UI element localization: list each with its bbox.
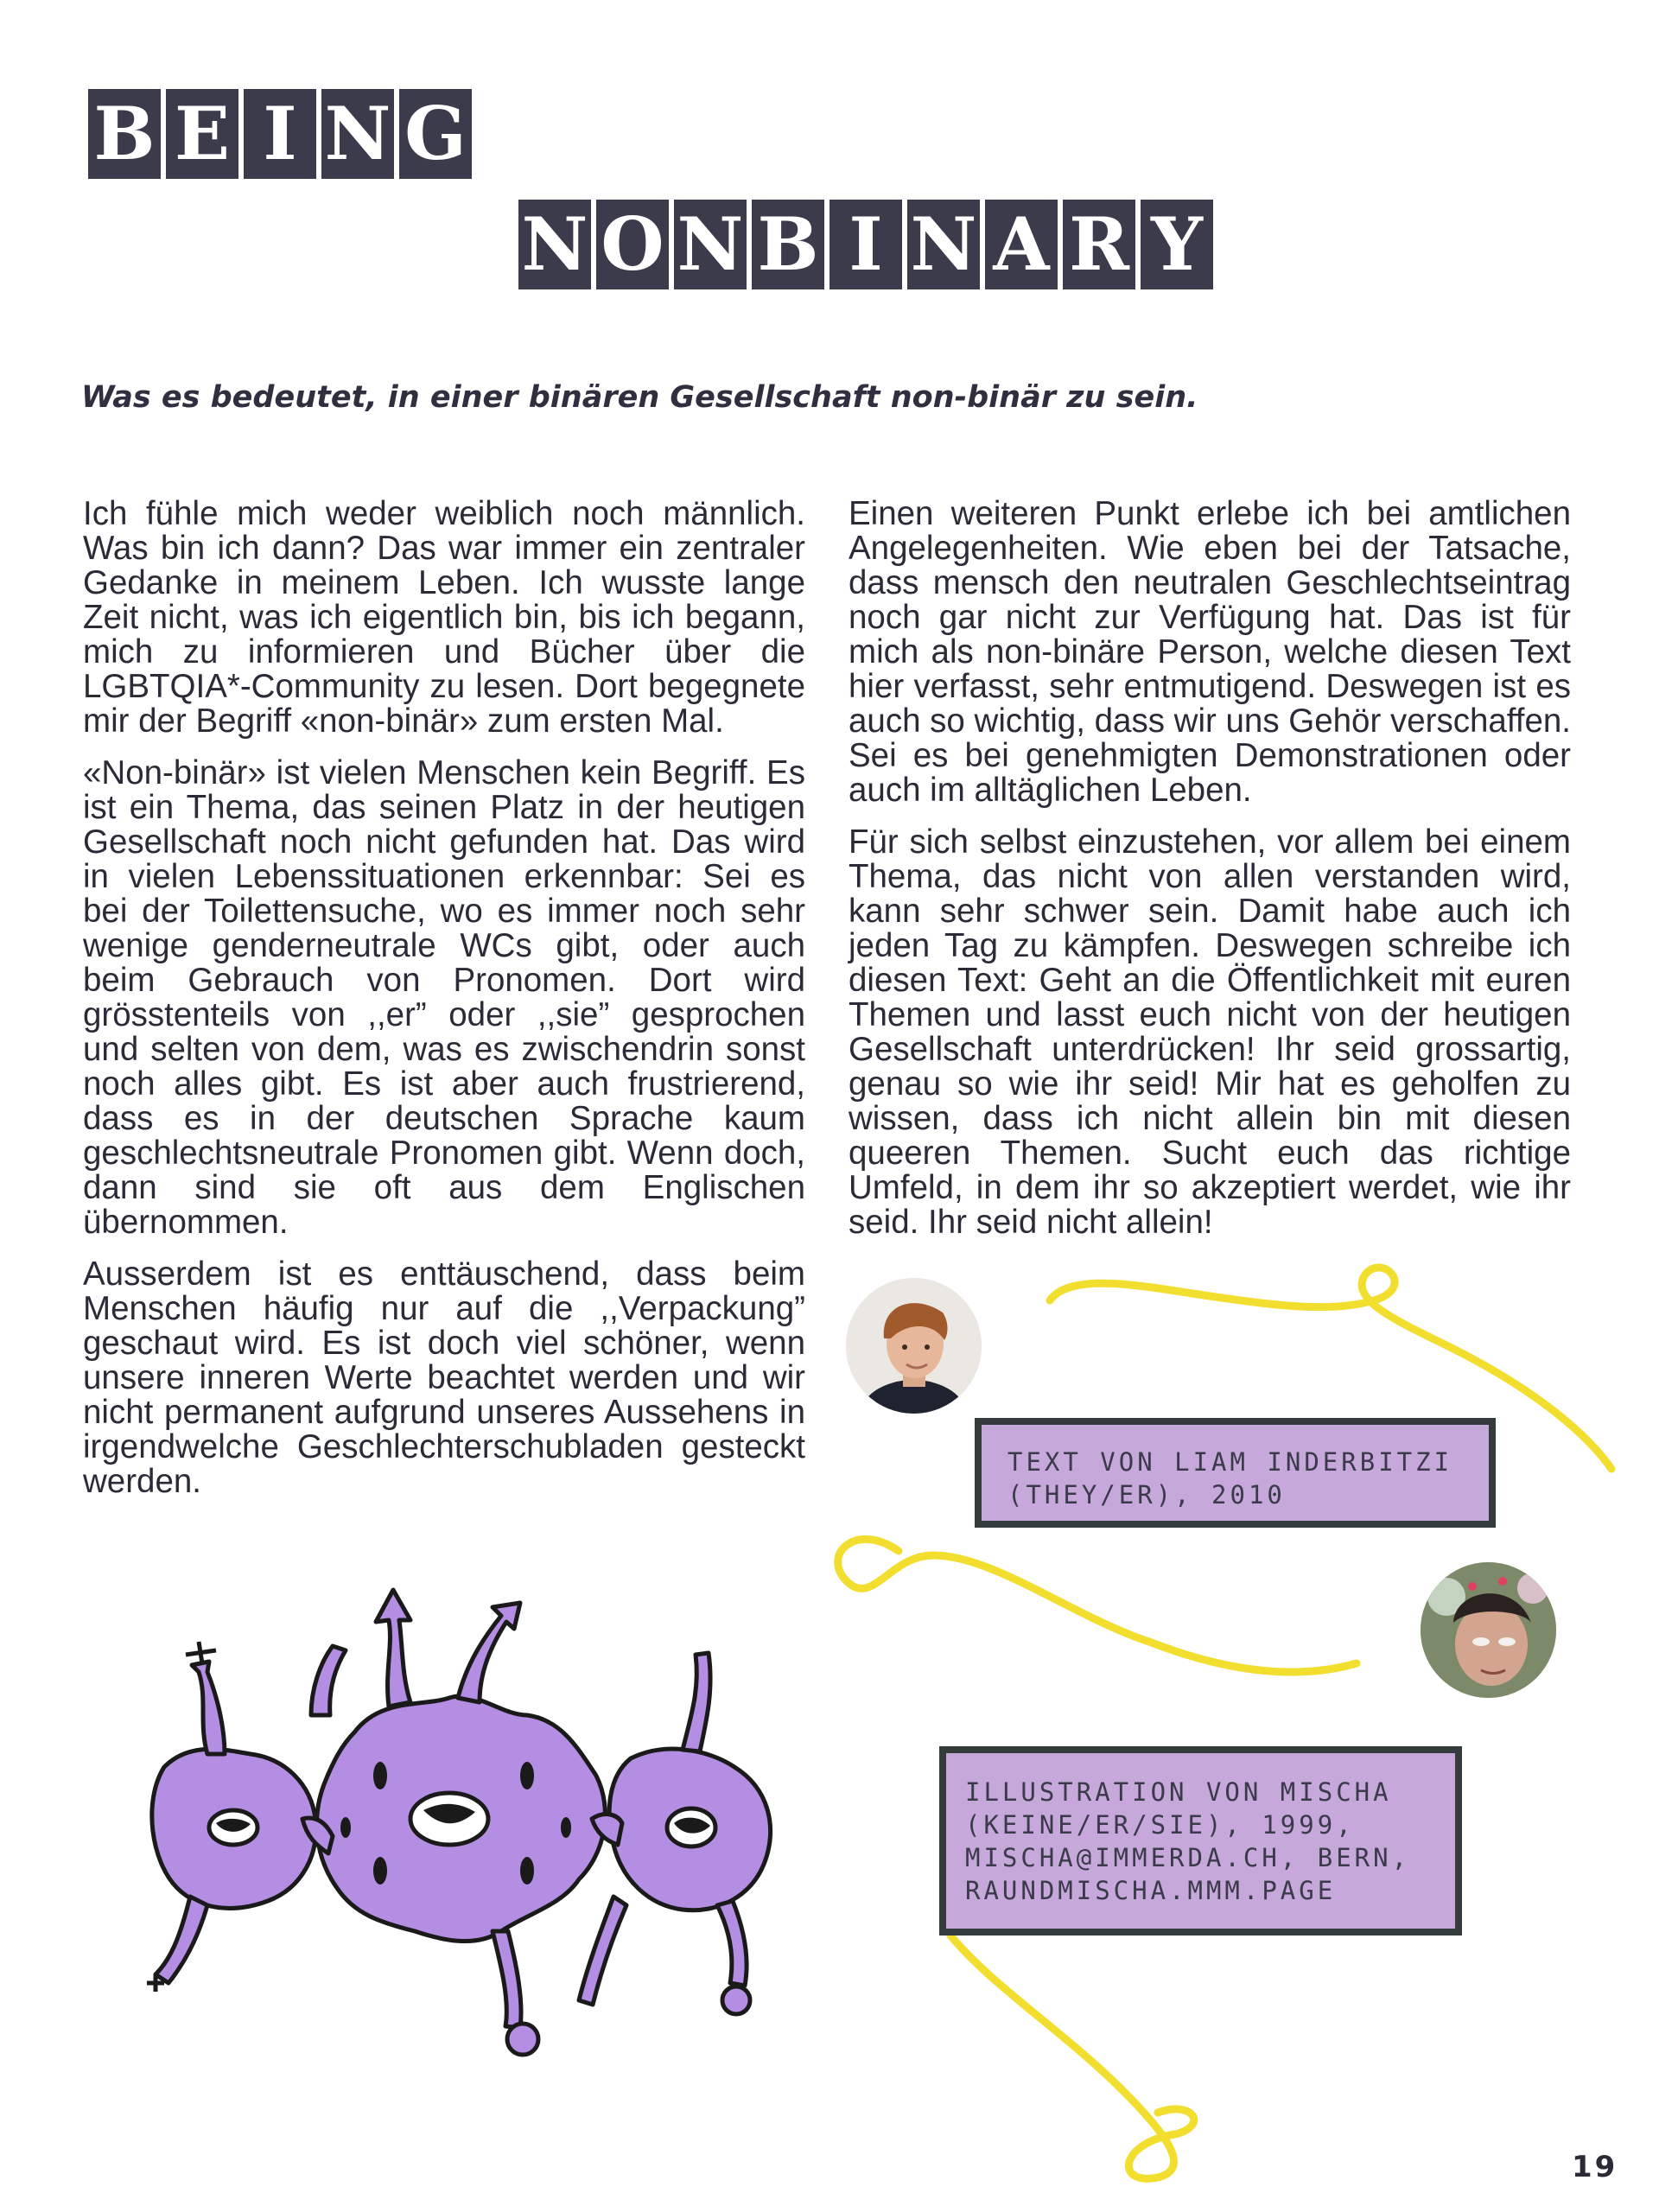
title-letter-tile: I (830, 200, 902, 289)
illustration-credit-box: ILLUSTRATION VON MISCHA (KEINE/ER/SIE), 1999, MISCHA@IMMERDA.CH, BERN, RAUNDMISCHA.MMM.PAGE (939, 1746, 1462, 1936)
gender-symbols-creature-illustration (95, 1568, 873, 2087)
paragraph: Ich fühle mich weder weiblich noch männlich. Was bin ich dann? Das war immer ein zentraler Gedanke in meinem Leben. Ich wusste lange Zeit nicht, was ich eigentlich bin, bis ich begann, mich zu informieren und Bücher über die LGBTQIA*-Community zu lesen. Dort begegnete mir der Begriff «non-binär» zum ersten Mal. (83, 495, 805, 740)
paragraph: Einen weiteren Punkt erlebe ich bei amtlichen Angelegenheiten. Wie eben bei der Tatsache, dass mensch den neutralen Geschlechtseintrag noch gar nicht zur Verfügung hat. Das ist für mich als non-binäre Person, welche diesen Text hier verfasst, sehr entmutigend. Deswegen ist es auch so wichtig, dass wir uns Gehör verschaffen. Sei es bei genehmigten Demonstrationen oder auch im alltäglichen Leben. (849, 495, 1572, 809)
title-letter-tile: R (1063, 200, 1135, 289)
title-letter-tile: O (596, 200, 669, 289)
title-letter-tile: G (399, 89, 472, 179)
portrait-photo-icon (1421, 1562, 1556, 1698)
title-letter-tile: N (674, 200, 747, 289)
title-letter-tile: Y (1141, 200, 1213, 289)
title-letter-tile: B (752, 200, 824, 289)
subtitle: Was es bedeutet, in einer binären Gesellschaft non-binär zu sein. (81, 380, 1198, 415)
title-letter-tile: A (985, 200, 1058, 289)
portrait-photo-icon (846, 1278, 982, 1414)
paragraph: Ausserdem ist es enttäuschend, dass beim Menschen häufig nur auf die ,,Verpackung” geschaut wird. Es ist doch viel schöner, wenn unsere inneren Werte beachtet werden und wir nicht permanent aufgrund unseres Aussehens in irgendwelche Geschlechterschubladen gesteckt werden. (83, 1255, 805, 1500)
title-letter-tile: N (321, 89, 394, 179)
text-credit-box: TEXT VON LIAM INDERBITZI (THEY/ER), 2010 (975, 1418, 1496, 1528)
illustrator-avatar (1421, 1562, 1556, 1698)
author-avatar (846, 1278, 982, 1414)
title-letter-tile: I (244, 89, 316, 179)
title-letter-tile: N (518, 200, 591, 289)
paragraph: Für sich selbst einzustehen, vor allem bei einem Thema, das nicht von allen verstanden wird, kann sehr schwer sein. Damit habe auch ich jeden Tag zu kämpfen. Deswegen schreibe ich diesen Text: Geht an die Öffentlichkeit mit euren Themen und lasst euch nicht von der heutigen Gesellschaft unterdrücken! Ihr seid grossartig, genau so wie ihr seid! Mir hat es geholfen zu wissen, dass ich nicht allein bin mit diesen queeren Themen. Sucht euch das richtige Umfeld, in dem ihr so akzeptiert werdet, wie ihr seid. Ihr seid nicht allein! (849, 823, 1571, 1241)
page-number: 19 (1572, 2150, 1618, 2184)
paragraph: «Non-binär» ist vielen Menschen kein Begriff. Es ist ein Thema, das seinen Platz in der heutigen Gesellschaft noch nicht gefunden hat. Das wird in vielen Lebenssituationen erkennbar: Sei es bei der Toilettensuche, wo es immer noch sehr wenige genderneutrale WCs gibt, oder auch beim Gebrauch von Pronomen. Dort wird grösstenteils von ,,er” oder ,,sie” gesprochen und selten von dem, was es zwischendrin sonst noch alles gibt. Es ist aber auch frustrierend, dass es in der deutschen Sprache kaum geschlechtsneutrale Pronomen gibt. Wenn doch, dann sind sie oft aus dem Englischen übernommen. (83, 754, 805, 1241)
title-letter-tile: B (88, 89, 161, 179)
title-letter-tile: N (907, 200, 980, 289)
title-letter-tile: E (166, 89, 238, 179)
